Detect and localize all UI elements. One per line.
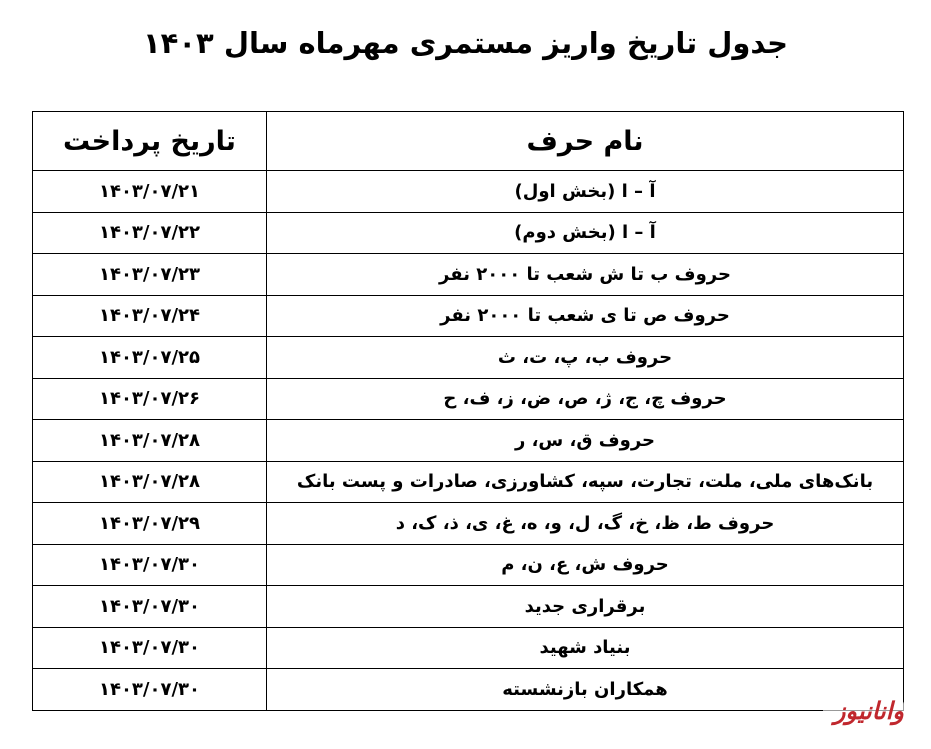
row-date: ۱۴۰۳/۰۷/۲۳ [33,254,267,296]
watermark-text: وانانیوز [833,697,904,725]
row-date: ۱۴۰۳/۰۷/۲۸ [33,420,267,462]
table-row [33,337,904,379]
row-date: ۱۴۰۳/۰۷/۳۰ [33,669,267,711]
row-date: ۱۴۰۳/۰۷/۳۰ [33,586,267,628]
table-row [33,295,904,337]
row-name: برقراری جدید [267,586,904,628]
row-date: ۱۴۰۳/۰۷/۲۲ [33,212,267,254]
table-row [33,171,904,213]
table-header-row [33,112,904,171]
row-name: بنیاد شهید [267,627,904,669]
table-row [33,420,904,462]
table-row [33,669,904,711]
row-name: حروف ش، ع، ن، م [267,544,904,586]
row-name: حروف ب، پ، ت، ث [267,337,904,379]
row-date: ۱۴۰۳/۰۷/۳۰ [33,627,267,669]
row-date: ۱۴۰۳/۰۷/۲۸ [33,461,267,503]
table-row [33,586,904,628]
payment-schedule-table [32,111,904,711]
row-date: ۱۴۰۳/۰۷/۲۵ [33,337,267,379]
row-name: آ – ا (بخش دوم) [267,212,904,254]
watermark-logo [821,695,906,731]
page-title: جدول تاریخ واریز مستمری مهرماه سال ۱۴۰۳ [142,26,789,60]
table-row [33,461,904,503]
table-row [33,544,904,586]
row-date: ۱۴۰۳/۰۷/۳۰ [33,544,267,586]
row-date: ۱۴۰۳/۰۷/۲۱ [33,171,267,213]
row-date: ۱۴۰۳/۰۷/۲۶ [33,378,267,420]
row-name: آ – ا (بخش اول) [267,171,904,213]
table-row [33,627,904,669]
row-name: حروف ط، ظ، خ، گ، ل، و، ه، غ، ی، ذ، ک، د [267,503,904,545]
row-name: همکاران بازنشسته [267,669,904,711]
header-date: تاریخ پرداخت [33,112,267,171]
header-name: نام حرف [267,112,904,171]
row-name: بانک‌های ملی، ملت، تجارت، سپه، کشاورزی، صادرات و پست بانک [267,461,904,503]
table-row [33,503,904,545]
row-date: ۱۴۰۳/۰۷/۲۴ [33,295,267,337]
table-row [33,254,904,296]
row-date: ۱۴۰۳/۰۷/۲۹ [33,503,267,545]
table-row [33,212,904,254]
row-name: حروف ق، س، ر [267,420,904,462]
row-name: حروف چ، ج، ژ، ص، ض، ز، ف، ح [267,378,904,420]
row-name: حروف ص تا ی شعب تا ۲۰۰۰ نفر [267,295,904,337]
table-row [33,378,904,420]
row-name: حروف ب تا ش شعب تا ۲۰۰۰ نفر [267,254,904,296]
